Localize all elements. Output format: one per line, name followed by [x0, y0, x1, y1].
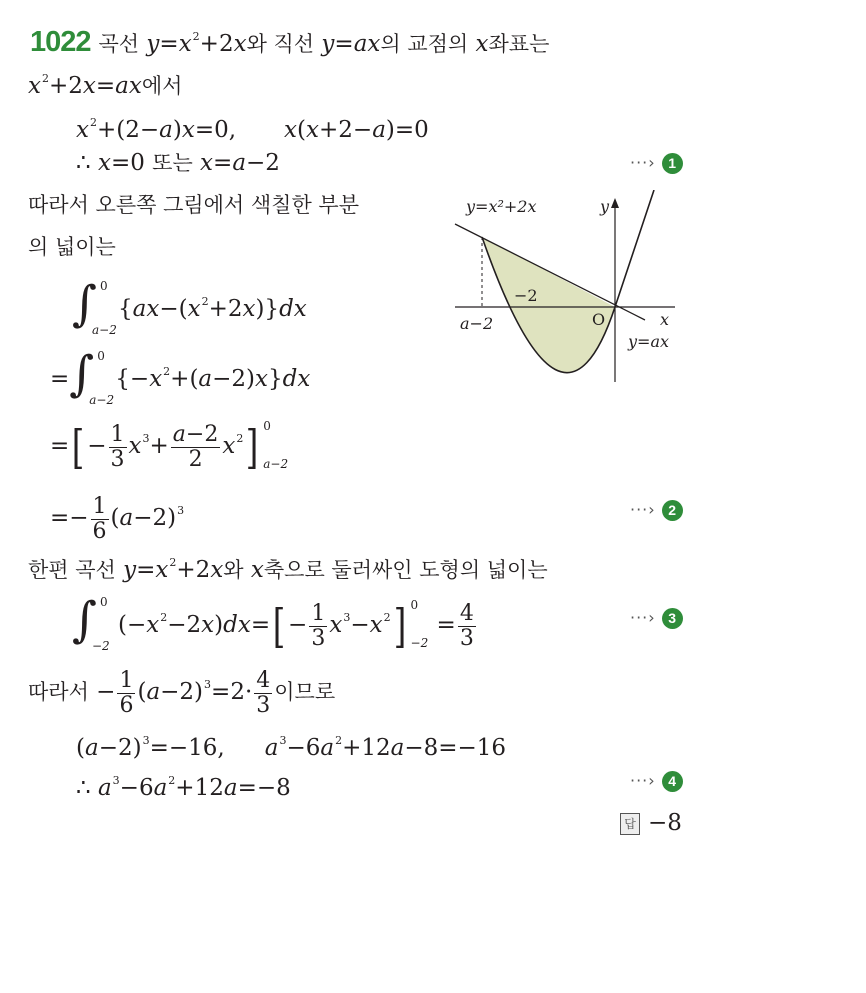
- step-marker: ···› 3: [630, 607, 683, 629]
- problem-number: 1022: [30, 26, 91, 58]
- equation-line: ∴ x=0 또는 x=a−2: [76, 150, 280, 176]
- answer-icon: 답: [620, 813, 640, 835]
- step-marker: ···› 4: [630, 770, 683, 792]
- equation-line: $x^2+(2-a)x=0$, x(x+2−a)=0: [76, 116, 429, 143]
- equation-line: ∴ $a^3-6a^2+12a=-8$: [76, 774, 291, 801]
- equation-line: $x^2+2x=ax$에서: [28, 72, 183, 99]
- equation-line: =[ − $\frac{1}{3}$ $x^3+$ $\frac{a-2}{2}$ $x^2$] 0 a−2: [50, 419, 289, 474]
- equation-line: $(a-2)^3=-16$, $a^3-6a^2+12a-8=-16$: [76, 734, 507, 761]
- equation-line: ∫ 0 −2 $(-x^2-2x)dx=$[ − $\frac{1}{3}$ $x^3-x^2$] 0 −2 = $\frac{4}{3}$: [72, 592, 474, 653]
- answer: [620, 808, 682, 838]
- origin-label: O: [592, 310, 606, 329]
- equation-line: =− $\frac{1}{6}$ $(a-2)^3$: [50, 493, 185, 544]
- step-marker: ···› 1: [630, 152, 683, 174]
- text-line: 한편 곡선 $y=x^2+2x$와 x축으로 둘러싸인 도형의 넓이는: [28, 556, 548, 583]
- step-marker: ···› 2: [630, 499, 683, 521]
- y-label: y: [600, 197, 610, 216]
- line-label: y=ax: [628, 332, 670, 351]
- equation-line: ∫ 0 a−2 $\{ax-(x^2+2x)\}dx$: [72, 276, 307, 337]
- curve-label: y=x²+2x: [466, 197, 537, 216]
- equation-line: 따라서 − $\frac{1}{6}$ $(a-2)^3=2\cdot$ $\frac{4}{3}$ 이므로: [28, 667, 336, 718]
- text-line: 의 넓이는: [28, 235, 116, 259]
- area-graph: [450, 190, 700, 390]
- y-axis-arrow: [611, 198, 619, 208]
- text-line: 따라서 오른쪽 그림에서 색칠한 부분: [28, 193, 359, 217]
- answer-value: −8: [648, 810, 682, 836]
- minus-two-label: −2: [514, 286, 538, 305]
- a-minus-2-label: a−2: [460, 314, 494, 333]
- x-label: x: [660, 310, 670, 329]
- problem-line: 1022 곡선 $y=x^2+2x$와 직선 y=ax의 교점의 x좌표는: [30, 26, 550, 58]
- equation-line: = ∫ 0 a−2 $\{-x^2+(a-2)x\}dx$: [50, 346, 311, 407]
